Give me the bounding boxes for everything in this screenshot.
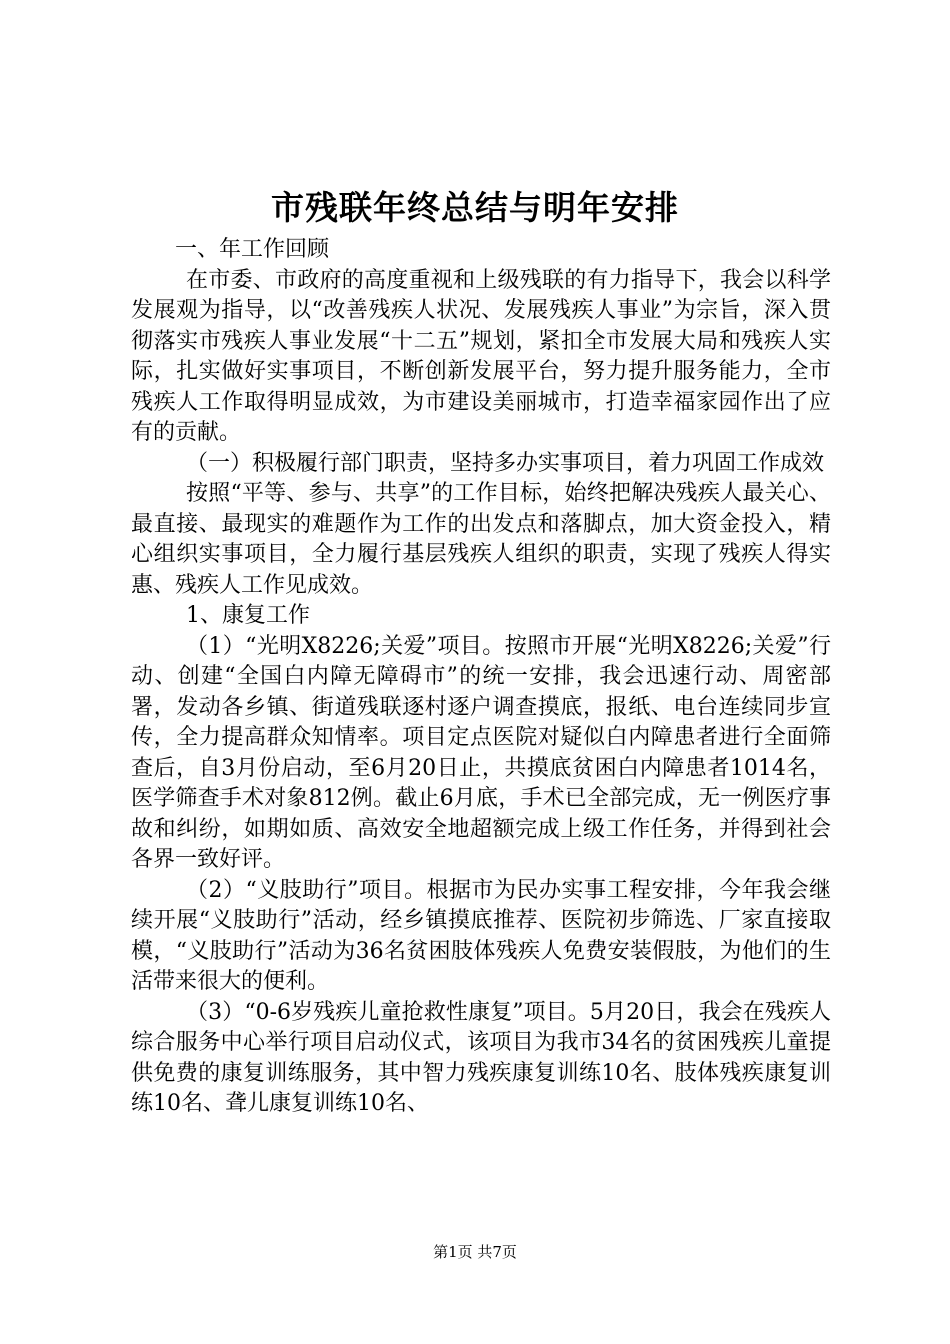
body-paragraph: 在市委、市政府的高度重视和上级残联的有力指导下，我会以科学发展观为指导，以“改善残疾人状况、发展残疾人事业”为宗旨，深入贯彻落实市残疾人事业发展“十二五”规划，紧扣全市发展大局和残疾人实际，扎实做好实事项目，不断创新发展平台，努力提升服务能力，全市残疾人工作取得明显成效，为市建设美丽城市，打造幸福家园作出了应有的贡献。 bbox=[131, 267, 831, 445]
body-paragraph: 按照“平等、参与、共享”的工作目标，始终把解决残疾人最关心、最直接、最现实的难题作为工作的出发点和落脚点，加大资金投入，精心组织实事项目，全力履行基层残疾人组织的职责，实现了残疾人得实惠、残疾人工作见成效。 bbox=[131, 481, 831, 598]
document-body bbox=[131, 235, 831, 1120]
page-footer: 第1页 共7页 bbox=[433, 1243, 517, 1261]
document-title: 市残联年终总结与明年安排 bbox=[271, 188, 679, 227]
section-heading: 一、年工作回顾 bbox=[175, 237, 330, 262]
item-heading: 1、康复工作 bbox=[186, 603, 310, 628]
subsection-heading: （一）积极履行部门职责，坚持多办实事项目，着力巩固工作成效 bbox=[186, 450, 825, 476]
body-paragraph: （2）“义肢助行”项目。根据市为民办实事工程安排，今年我会继续开展“义肢助行”活动，经乡镇摸底推荐、医院初步筛选、厂家直接取模，“义肢助行”活动为36名贫困肢体残疾人免费安装假肢，为他们的生活带来很大的便利。 bbox=[131, 877, 831, 994]
body-paragraph: （3）“0-6岁残疾儿童抢救性康复”项目。5月20日，我会在残疾人综合服务中心举行项目启动仪式，该项目为我市34名的贫困残疾儿童提供免费的康复训练服务，其中智力残疾康复训练10名、肢体残疾康复训练10名、聋儿康复训练10名、 bbox=[131, 999, 831, 1116]
body-paragraph: （1）“光明X8226;关爱”项目。按照市开展“光明X8226;关爱”行动、创建“全国白内障无障碍市”的统一安排，我会迅速行动、周密部署，发动各乡镇、街道残联逐村逐户调查摸底，报纸、电台连续同步宣传，全力提高群众知情率。项目定点医院对疑似白内障患者进行全面筛查后，自3月份启动，至6月20日止，共摸底贫困白内障患者1014名，医学筛查手术对象812例。截止6月底，手术已全部完成，无一例医疗事故和纠纷，如期如质、高效安全地超额完成上级工作任务，并得到社会各界一致好评。 bbox=[131, 633, 831, 872]
